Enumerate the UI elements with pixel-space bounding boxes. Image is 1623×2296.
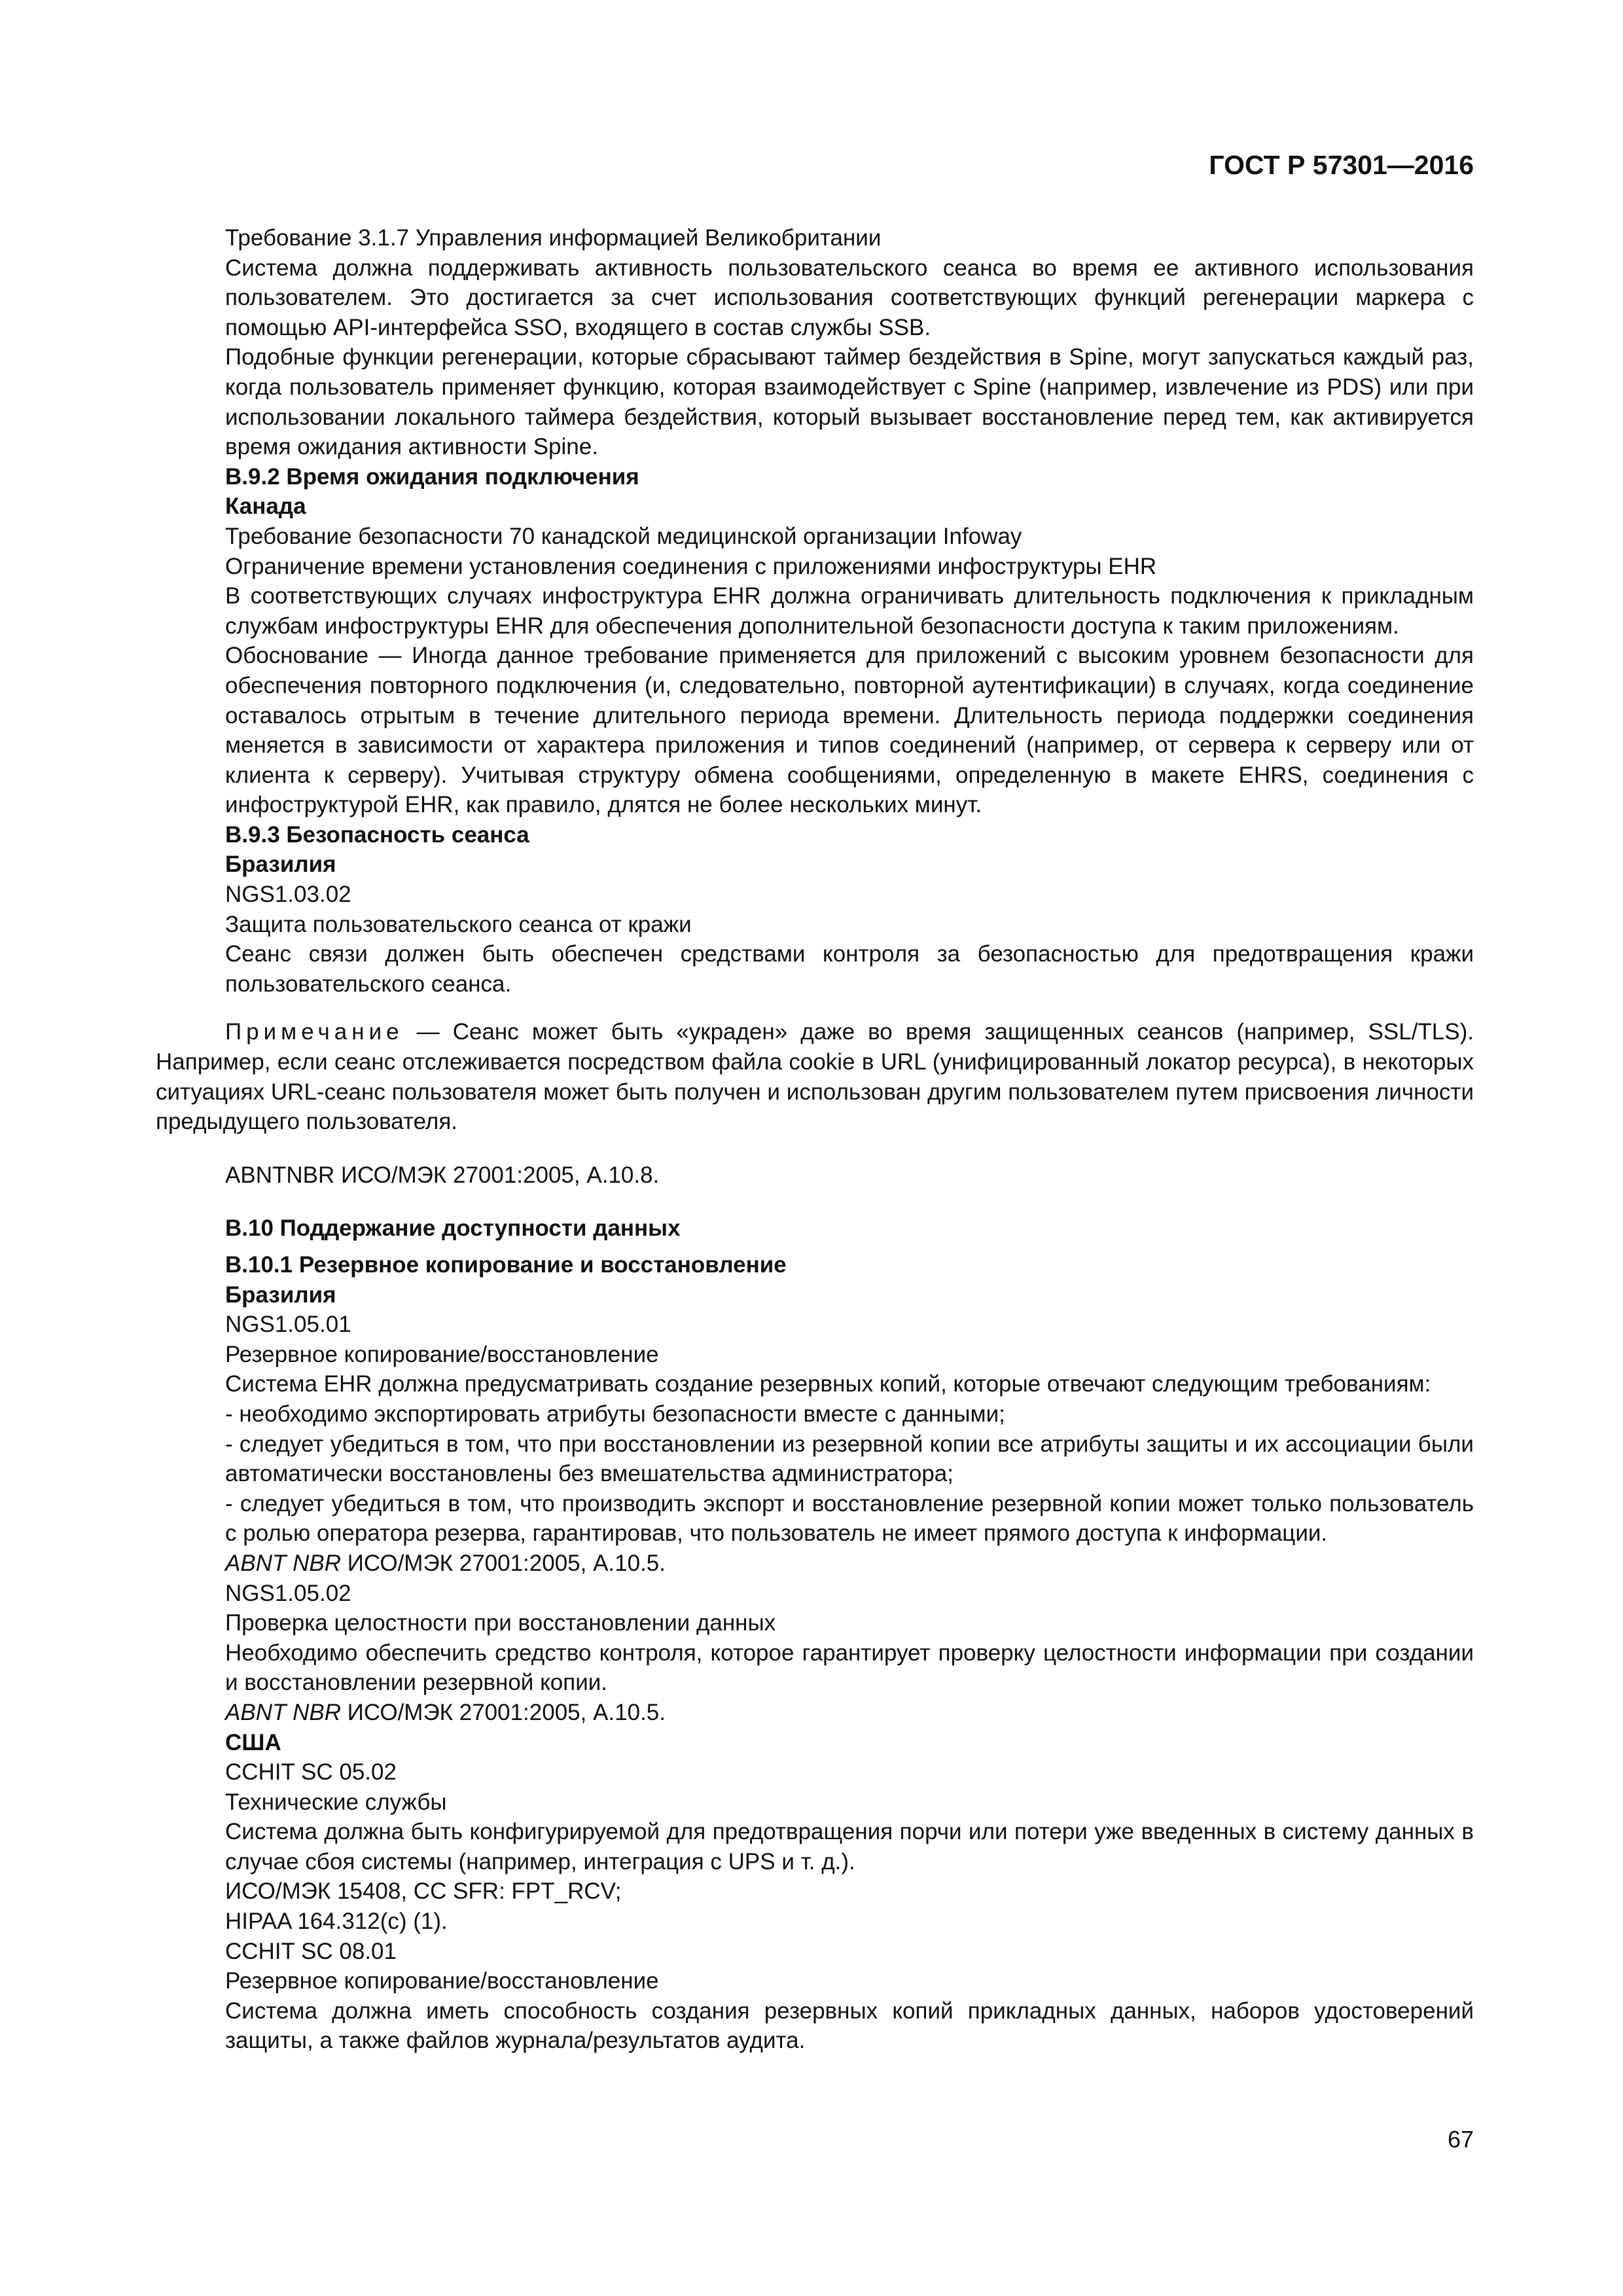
b101-code-3: CCHIT SC 05.02	[225, 1759, 397, 1785]
b93-title: Защита пользовательского сеанса от кражи	[225, 911, 692, 937]
b101-reference-3a: ИСО/МЭК 15408, CC SFR: FPT_RCV;	[225, 1878, 622, 1905]
b101-title-4: Резервное копирование/восстановление	[225, 1968, 659, 1994]
b92-title: Ограничение времени установления соединения с приложениями инфоструктуры EHR	[225, 553, 1157, 579]
b101-code-2: NGS1.05.02	[225, 1580, 351, 1606]
document-id-header: ГОСТ Р 57301—2016	[1209, 150, 1474, 180]
b101-reference-2	[225, 1698, 1474, 1728]
b93-note	[156, 1017, 1474, 1136]
note-text: — Сеанс может быть «украден» даже во время защищенных сеансов (например, SSL/TLS). Например, если сеанс отслеживается посредством файла cookie в URL (унифицированный локатор ресурса), в некоторых ситуациях URL-сеанс пользователя может быть получен и использован другим пользователем путем присвоения личности предыдущего пользователя.	[156, 1019, 1474, 1135]
uk-requirement-title: Требование 3.1.7 Управления информацией Великобритании	[225, 225, 882, 251]
b101-list-item: - следует убедиться в том, что при восстановлении из резервной копии все атрибуты защиты и их ассоциации были автоматически восстановлены без вмешательства администратора;	[225, 1431, 1474, 1487]
b92-paragraph-2: Обоснование — Иногда данное требование применяется для приложений с высоким уровнем безопасности для обеспечения повторного подключения (и, следовательно, повторной аутентификации) в случаях, когда соединение оставалось отрытым в течение длительного периода времени. Длительность периода поддержки соединения меняется в зависимости от характера приложения и типов соединений (например, от сервера к серверу или от клиента к серверу). Учитывая структуру обмена сообщениями, определенную в макете EHRS, соединения с инфоструктурой EHR, как правило, длятся не более нескольких минут.	[225, 643, 1474, 818]
b101-country: Бразилия	[225, 1282, 336, 1308]
b101-country-2: США	[225, 1729, 281, 1755]
b101-paragraph-4: Система должна иметь способность создания резервных копий прикладных данных, наборов удостоверений защиты, а также файлов журнала/результатов аудита.	[225, 1998, 1474, 2054]
uk-paragraph-1: Система должна поддерживать активность пользовательского сеанса во время ее активного использования пользователем. Это достигается за счет использования соответствующих функций регенерации маркера с помощью API-интерфейса SSO, входящего в состав службы SSB.	[225, 255, 1474, 340]
b92-paragraph-1: В соответствующих случаях инфоструктура EHR должна ограничивать длительность подключения к прикладным службам инфоструктуры EHR для обеспечения дополнительной безопасности доступа к таким приложениям.	[225, 583, 1474, 639]
b101-reference-1	[225, 1549, 1474, 1579]
ref-italic: ABNT NBR	[225, 1550, 341, 1576]
b101-title-3: Технические службы	[225, 1789, 447, 1815]
b101-title-2: Проверка целостности при восстановлении данных	[225, 1610, 776, 1636]
b92-requirement: Требование безопасности 70 канадской медицинской организации Infoway	[225, 523, 1022, 549]
ref-rest: ИСО/МЭК 27001:2005, А.10.5.	[340, 1699, 666, 1725]
ref-rest: ИСО/МЭК 27001:2005, А.10.5.	[340, 1550, 666, 1576]
section-b93-heading: В.9.3 Безопасность сеанса	[225, 821, 529, 848]
ref-italic: ABNT NBR	[225, 1699, 341, 1725]
b93-paragraph-1: Сеанс связи должен быть обеспечен средствами контроля за безопасностью для предотвращения кражи пользовательского сеанса.	[225, 941, 1474, 997]
b93-code: NGS1.03.02	[225, 882, 351, 908]
b101-title-1: Резервное копирование/восстановление	[225, 1341, 659, 1367]
b101-code-4: CCHIT SC 08.01	[225, 1938, 397, 1964]
b101-list-item: - необходимо экспортировать атрибуты безопасности вместе с данными;	[225, 1401, 1005, 1427]
note-label: Примечание	[225, 1019, 404, 1045]
b101-code-1: NGS1.05.01	[225, 1312, 351, 1338]
b101-intro: Система EHR должна предусматривать создание резервных копий, которые отвечают следующим требованиям:	[225, 1371, 1431, 1397]
b92-country: Канада	[225, 493, 306, 520]
section-b101-heading: В.10.1 Резервное копирование и восстановление	[225, 1252, 787, 1278]
uk-paragraph-2: Подобные функции регенерации, которые сбрасывают таймер бездействия в Spine, могут запускаться каждый раз, когда пользователь применяет функцию, которая взаимодействует с Spine (например, извлечение из PDS) или при использовании локального таймера бездействия, который вызывает восстановление перед тем, как активируется время ожидания активности Spine.	[225, 344, 1474, 460]
document-body	[156, 223, 1474, 2056]
section-b92-heading: В.9.2 Время ожидания подключения	[225, 463, 639, 490]
b93-reference: ABNTNBR ИСО/МЭК 27001:2005, А.10.8.	[225, 1162, 660, 1188]
b101-paragraph-2: Необходимо обеспечить средство контроля, которое гарантирует проверку целостности информации при создании и восстановлении резервной копии.	[225, 1640, 1474, 1696]
page-number: 67	[1447, 2126, 1474, 2153]
b93-country: Бразилия	[225, 852, 336, 878]
b101-paragraph-3: Система должна быть конфигурируемой для предотвращения порчи или потери уже введенных в систему данных в случае сбоя системы (например, интеграция с UPS и т. д.).	[225, 1819, 1474, 1874]
section-b10-heading: В.10 Поддержание доступности данных	[225, 1215, 681, 1242]
b101-reference-3b: HIPAA 164.312(c) (1).	[225, 1909, 448, 1935]
b101-list-item: - следует убедиться в том, что производить экспорт и восстановление резервной копии может только пользователь с ролью оператора резерва, гарантировав, что пользователь не имеет прямого доступа к информации.	[225, 1490, 1474, 1547]
